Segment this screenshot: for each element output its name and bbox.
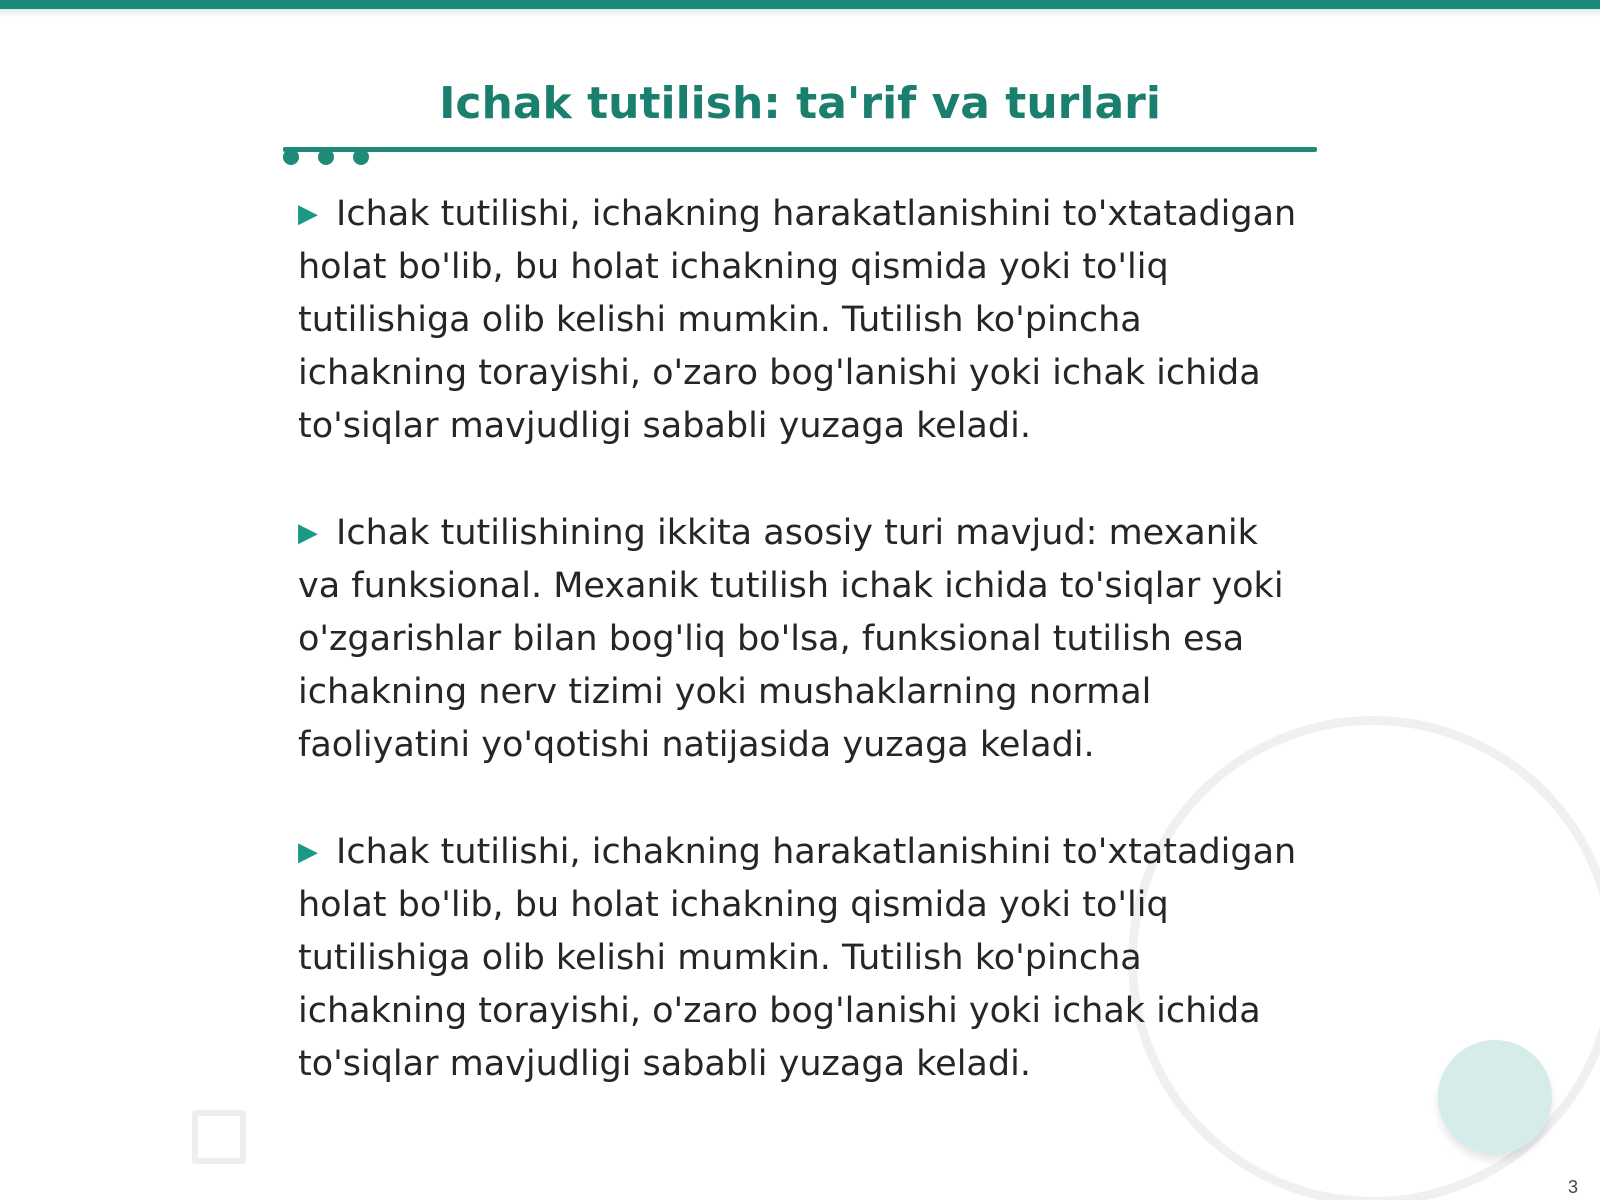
title-dot-3	[353, 149, 369, 165]
slide-content	[298, 188, 1308, 1145]
triangle-right-icon: ▶	[298, 518, 318, 548]
triangle-right-icon: ▶	[298, 199, 318, 229]
top-accent-bar	[0, 0, 1600, 9]
paragraph-1	[298, 188, 1308, 453]
title-dot-2	[318, 149, 334, 165]
decorative-circle	[1438, 1040, 1552, 1154]
title-underline	[283, 147, 1317, 152]
paragraph-3-text: Ichak tutilishi, ichakning harakatlanishini to'xtatadigan holat bo'lib, bu holat ichakning qismida yoki to'liq tutilishiga olib kelishi mumkin. Tutilish ko'pincha ichakning torayishi, o'zaro bog'lanishi yoki ichak ichida to'siqlar mavjudligi sababli yuzaga keladi.	[298, 832, 1297, 1084]
page-number: 3	[1567, 1177, 1578, 1197]
slide-title: Ichak tutilish: ta'rif va turlari	[439, 78, 1161, 129]
paragraph-2	[298, 507, 1308, 772]
decorative-square	[192, 1110, 246, 1164]
title-dot-1	[283, 149, 299, 165]
triangle-right-icon: ▶	[298, 837, 318, 867]
paragraph-1-text: Ichak tutilishi, ichakning harakatlanishini to'xtatadigan holat bo'lib, bu holat ichakning qismida yoki to'liq tutilishiga olib kelishi mumkin. Tutilish ko'pincha ichakning torayishi, o'zaro bog'lanishi yoki ichak ichida to'siqlar mavjudligi sababli yuzaga keladi.	[298, 194, 1297, 446]
paragraph-3	[298, 826, 1308, 1091]
top-bar-shadow	[0, 9, 1600, 17]
paragraph-2-text: Ichak tutilishining ikkita asosiy turi mavjud: mexanik va funksional. Mexanik tutilish ichak ichida to'siqlar yoki o'zgarishlar bilan bog'liq bo'lsa, funksional tutilish esa ichakning nerv tizimi yoki mushaklarning normal faoliyatini yo'qotishi natijasida yuzaga keladi.	[298, 513, 1284, 765]
